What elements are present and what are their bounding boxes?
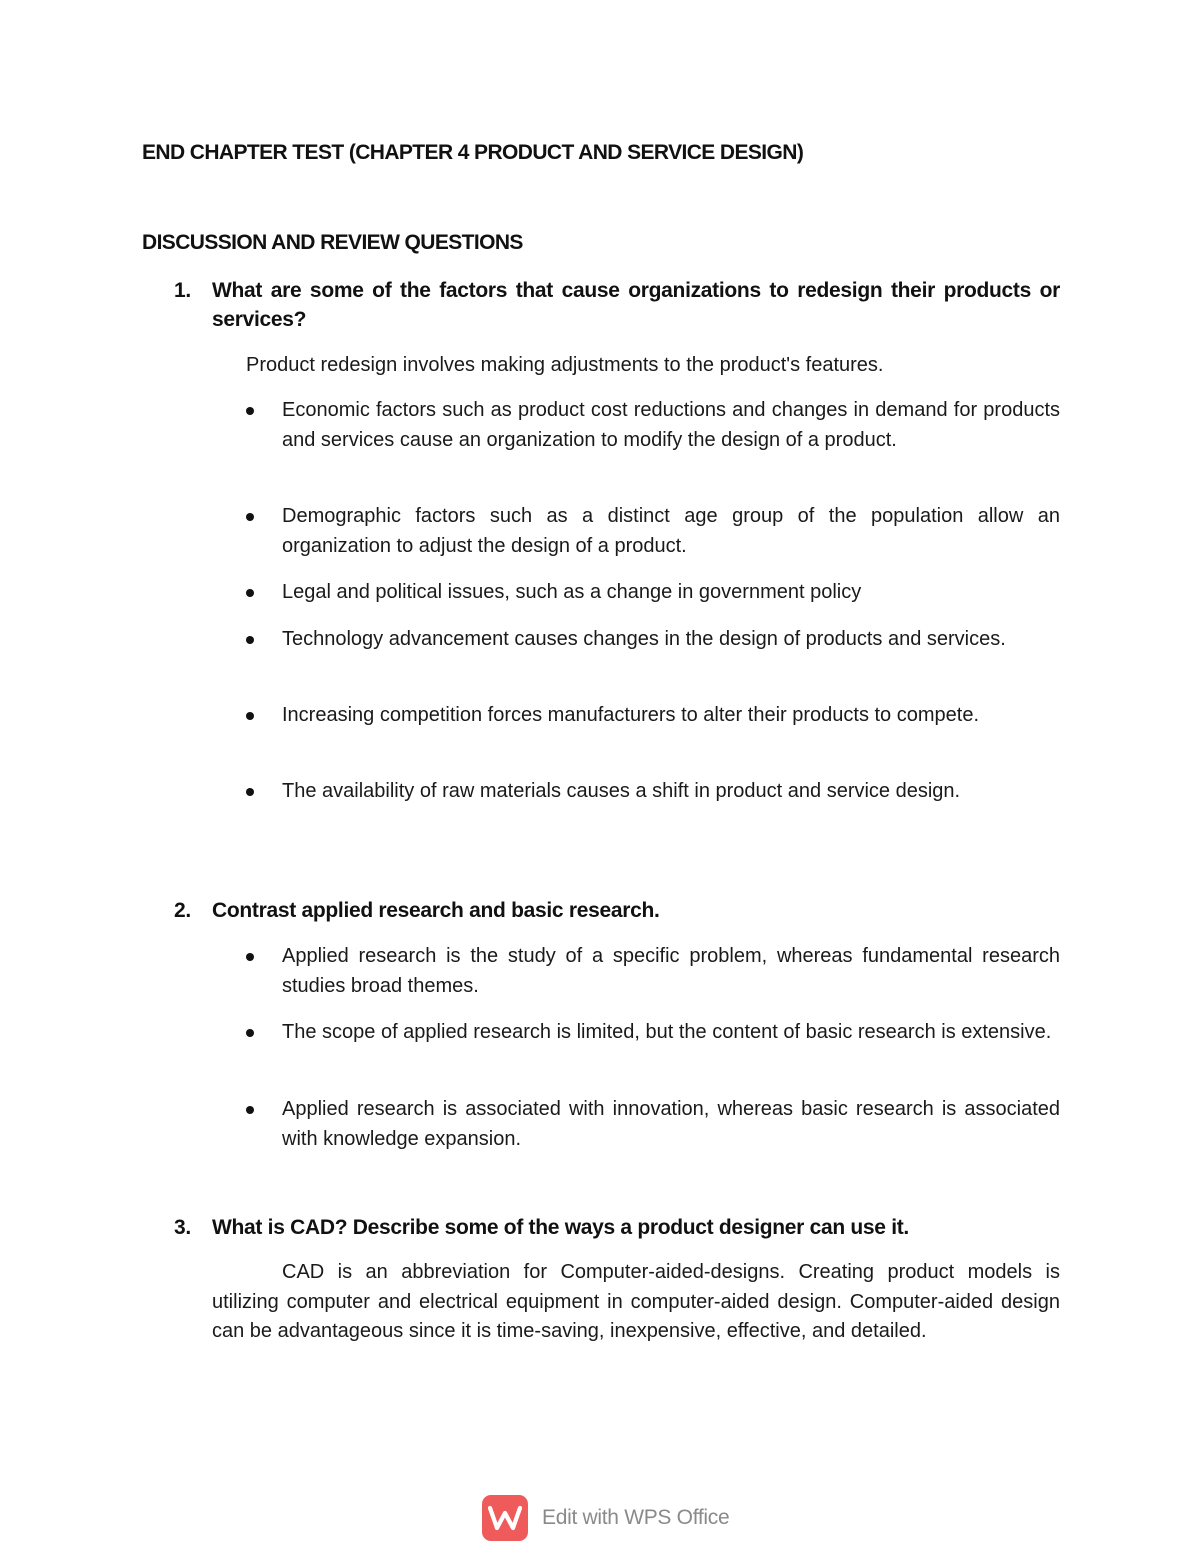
wps-logo-icon [482, 1495, 528, 1541]
list-item: Technology advancement causes changes in the design of products and services. [246, 625, 1060, 655]
question-2 [174, 896, 1060, 925]
list-item: Increasing competition forces manufacturers to alter their products to compete. [246, 701, 1060, 731]
bullet-icon [246, 712, 254, 720]
question-1 [174, 276, 1060, 334]
list-item: Demographic factors such as a distinct age group of the population allow an organization to adjust the design of a product. [246, 502, 1060, 561]
answer-intro: Product redesign involves making adjustments to the product's features. [246, 354, 884, 376]
list-item: Legal and political issues, such as a change in government policy [246, 578, 1060, 608]
list-item: Applied research is the study of a specific problem, whereas fundamental research studies broad themes. [246, 942, 1060, 1001]
list-item: Applied research is associated with innovation, whereas basic research is associated with knowledge expansion. [246, 1095, 1060, 1154]
question-number: 2. [174, 899, 191, 922]
question-text: Contrast applied research and basic research. [212, 899, 660, 922]
question-text: What is CAD? Describe some of the ways a product designer can use it. [212, 1216, 909, 1239]
question-number: 3. [174, 1216, 191, 1239]
question-3 [174, 1213, 1060, 1242]
bullet-icon [246, 1029, 254, 1037]
wps-watermark[interactable] [482, 1493, 729, 1543]
section-heading: DISCUSSION AND REVIEW QUESTIONS [142, 231, 523, 254]
bullet-icon [246, 589, 254, 597]
list-item: Economic factors such as product cost reductions and changes in demand for products and services cause an organization to modify the design of a product. [246, 396, 1060, 455]
list-item: The availability of raw materials causes a shift in product and service design. [246, 777, 1060, 807]
list-item: The scope of applied research is limited, but the content of basic research is extensive. [246, 1018, 1060, 1048]
bullet-icon [246, 513, 254, 521]
question-number: 1. [174, 279, 191, 302]
bullet-icon [246, 1106, 254, 1114]
question-text: What are some of the factors that cause organizations to redesign their products or services? [212, 279, 1060, 331]
answer-paragraph: CAD is an abbreviation for Computer-aided-designs. Creating product models is utilizing computer and electrical equipment in computer-aided design. Computer-aided design can be advantageous since it is time-saving, inexpensive, effective, and detailed. [212, 1261, 1060, 1342]
bullet-icon [246, 407, 254, 415]
bullet-icon [246, 788, 254, 796]
bullet-icon [246, 636, 254, 644]
bullet-icon [246, 953, 254, 961]
wps-watermark-label: Edit with WPS Office [542, 1506, 730, 1529]
document-title: END CHAPTER TEST (CHAPTER 4 PRODUCT AND SERVICE DESIGN) [142, 141, 804, 164]
